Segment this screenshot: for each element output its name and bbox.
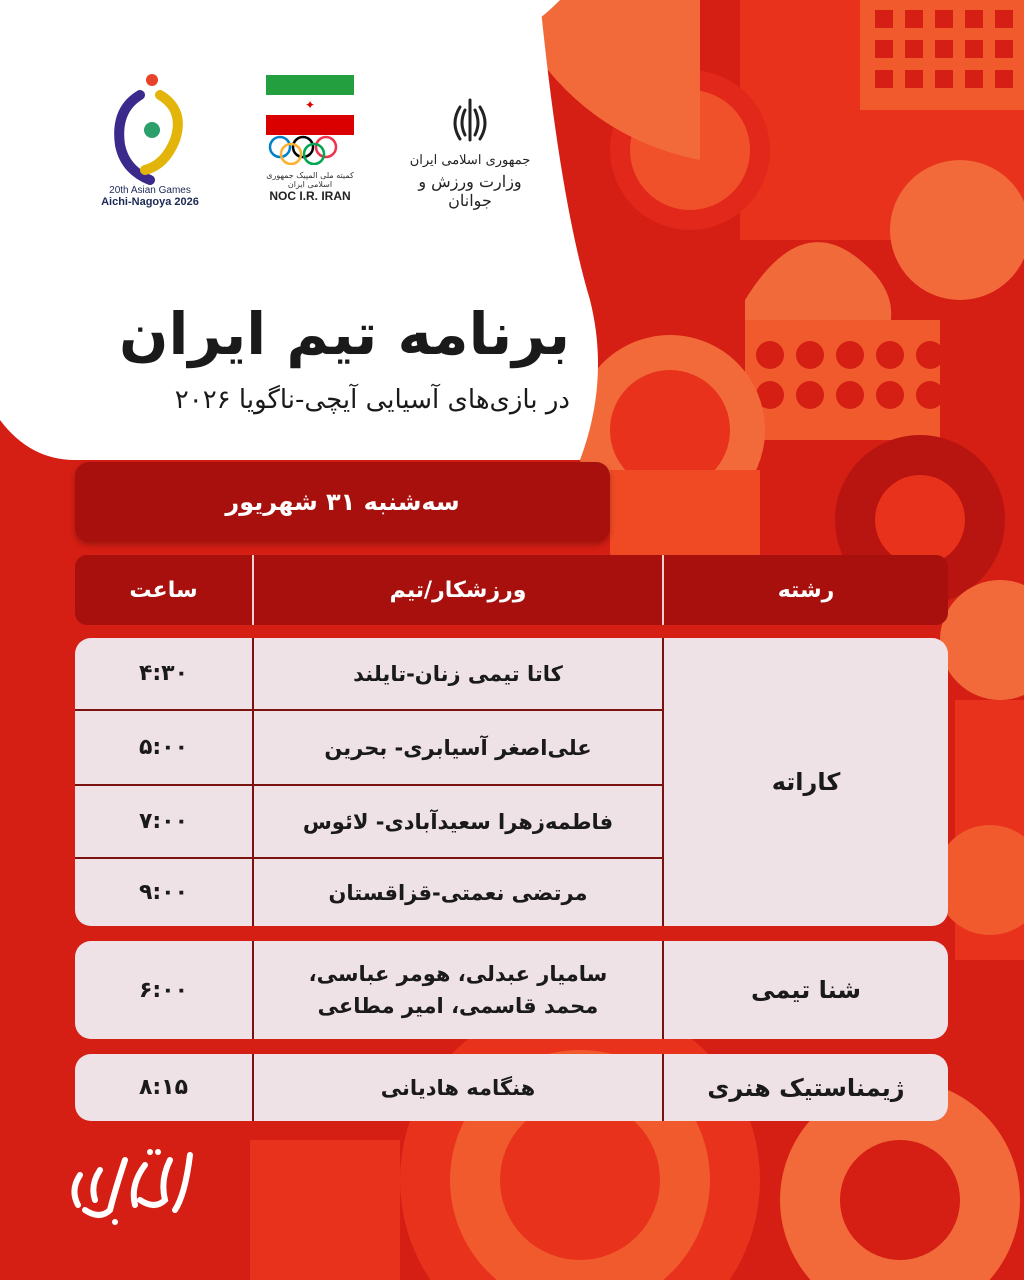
table-row (75, 859, 662, 926)
athlete-cell: هنگامه هادیانی (252, 1054, 662, 1121)
noc-persian-name: کمیته ملی المپیک جمهوری اسلامی ایران (266, 171, 354, 189)
athlete-cell: کاتا تیمی زنان-تایلند (252, 638, 662, 709)
athlete-cell: فاطمه‌زهرا سعیدآبادی- لائوس (252, 786, 662, 857)
time-cell: ۵:۰۰ (138, 735, 189, 760)
time-cell: ۴:۳۰ (138, 661, 189, 686)
iran-ghahreman-logo (60, 1140, 205, 1230)
sport-name: ژیمناستیک هنری (662, 1054, 948, 1121)
sport-name: کاراته (662, 638, 948, 926)
athlete-cell: سامیار عبدلی، هومر عباسی، محمد قاسمی، امیر مطاعی (252, 941, 662, 1039)
table-row (75, 941, 662, 1039)
header-sport: رشته (662, 555, 948, 625)
header-time: ساعت (129, 577, 198, 603)
time-cell: ۸:۱۵ (138, 1075, 189, 1100)
schedule-group-gymnastics (75, 1054, 948, 1121)
page-subtitle: در بازی‌های آسیایی آیچی-ناگویا ۲۰۲۶ (174, 385, 570, 415)
time-cell: ۶:۰۰ (138, 977, 189, 1003)
table-row (75, 711, 662, 786)
logos-row (95, 70, 565, 220)
iran-emblem-icon (445, 95, 495, 145)
schedule-group-karate (75, 638, 948, 926)
olympic-rings-icon (266, 135, 354, 165)
ministry-line-2: وزارت ورزش و جوانان (418, 172, 522, 210)
time-cell: ۹:۰۰ (138, 880, 189, 905)
table-header (75, 555, 948, 625)
athlete-cell: مرتضی نعمتی-قزاقستان (252, 859, 662, 926)
ministry-logo (395, 95, 545, 215)
table-row (75, 1054, 662, 1121)
asian-games-logo (95, 70, 205, 220)
header-athlete: ورزشکار/تیم (252, 555, 662, 625)
noc-name: NOC I.R. IRAN (269, 189, 351, 203)
iran-flag-icon: ✦ (266, 75, 354, 135)
date-banner: سه‌شنبه ۳۱ شهریور (75, 462, 610, 542)
table-row (75, 638, 662, 711)
page-title: برنامه تیم ایران (119, 300, 570, 368)
asian-games-caption-1: 20th Asian Games (109, 185, 191, 196)
schedule-group-swimming (75, 941, 948, 1039)
sport-name: شنا تیمی (662, 941, 948, 1039)
ministry-line-1: جمهوری اسلامی ایران (409, 153, 531, 168)
noc-iran-logo (260, 75, 360, 220)
time-cell: ۷:۰۰ (138, 809, 189, 834)
asian-games-caption-2: Aichi-Nagoya 2026 (101, 196, 199, 208)
athlete-cell: علی‌اصغر آسیابری- بحرین (252, 711, 662, 784)
table-row (75, 786, 662, 859)
